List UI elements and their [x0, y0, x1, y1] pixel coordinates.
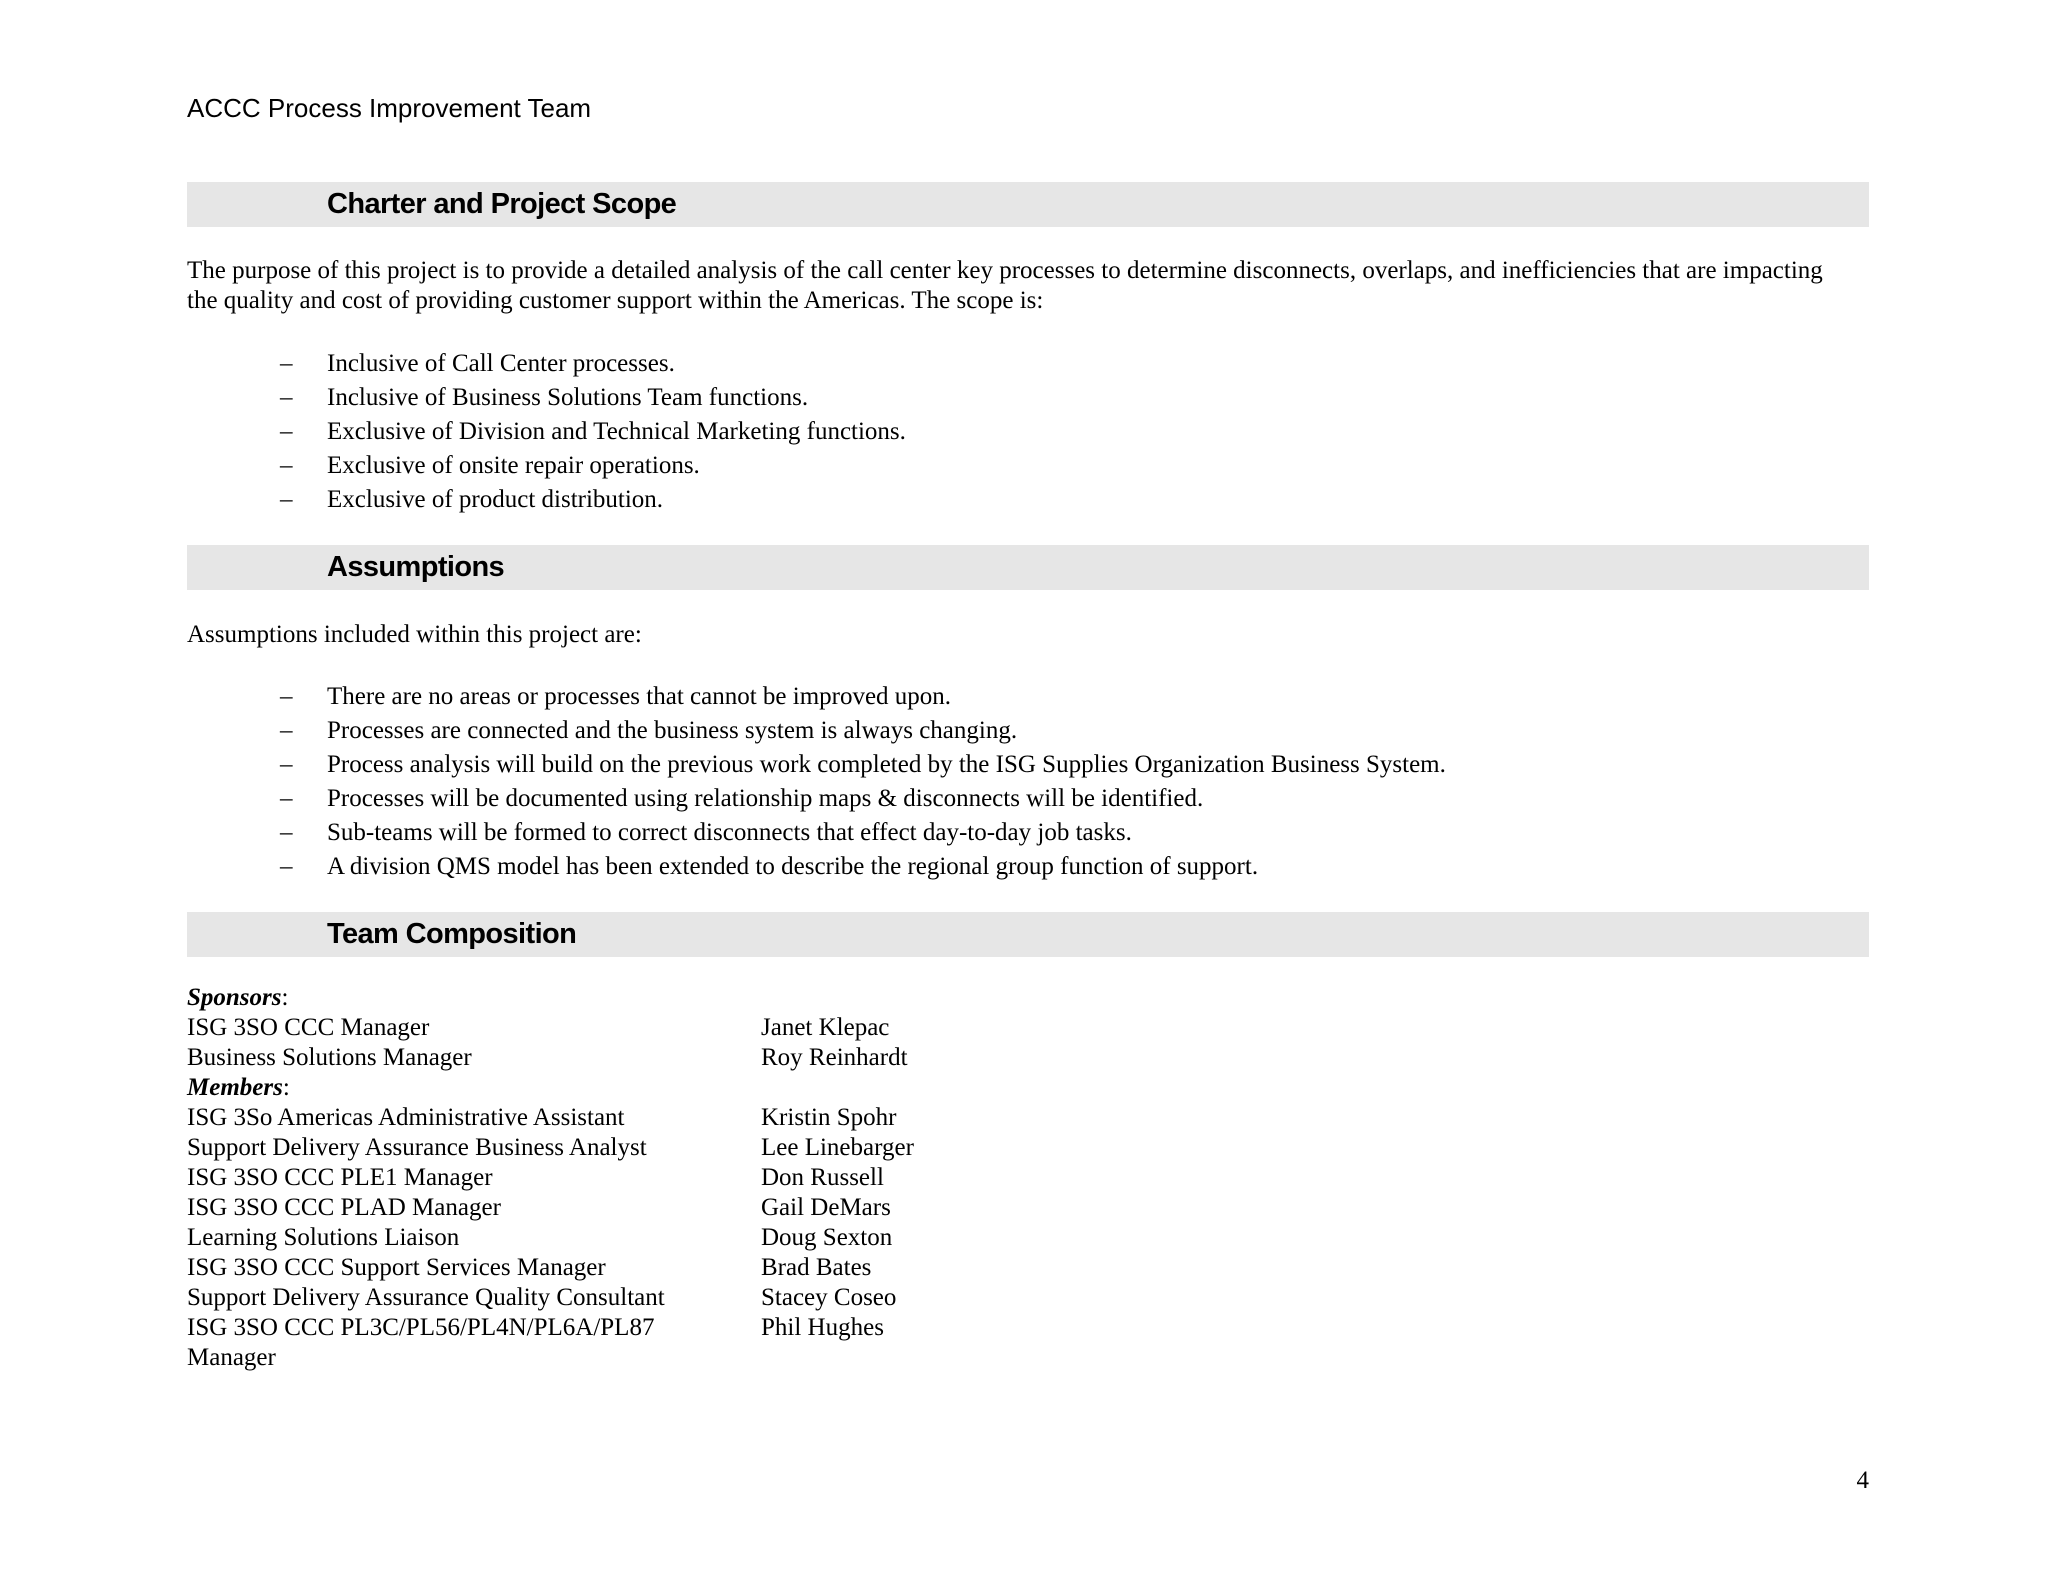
team-row [187, 1223, 893, 1253]
list-item [187, 347, 906, 381]
team-row [187, 1103, 897, 1133]
team-row [187, 1253, 872, 1283]
section-header-team [187, 912, 1869, 957]
list-item-text: Processes are connected and the business system is always changing. [327, 717, 1018, 744]
team-member-name: Gail DeMars [761, 1194, 891, 1221]
team-row [187, 1163, 884, 1193]
assumptions-list [187, 680, 1446, 884]
team-role: ISG 3SO CCC Manager [187, 1014, 430, 1041]
bullet-dash: – [280, 853, 293, 880]
section-title-team: Team Composition [327, 918, 577, 950]
list-item-text: Inclusive of Call Center processes. [327, 350, 675, 377]
team-composition-list [187, 983, 914, 1373]
team-row [187, 1013, 890, 1043]
team-role: Learning Solutions Liaison [187, 1224, 460, 1251]
team-role: ISG 3SO CCC PL3C/PL56/PL4N/PL6A/PL87 [187, 1314, 655, 1341]
team-row-continuation [187, 1343, 290, 1373]
list-item-text: Exclusive of Division and Technical Marketing functions. [327, 418, 906, 445]
team-role-continuation: Manager [187, 1344, 276, 1371]
list-item [187, 415, 906, 449]
label-colon: : [281, 984, 289, 1011]
team-row [187, 1193, 891, 1223]
page-number: 4 [1856, 1467, 1869, 1494]
team-role: Support Delivery Assurance Business Analyst [187, 1134, 647, 1161]
list-item [187, 782, 1446, 816]
section-header-assumptions [187, 545, 1869, 590]
team-role: Business Solutions Manager [187, 1044, 472, 1071]
section-title-charter: Charter and Project Scope [327, 188, 677, 220]
team-member-name: Don Russell [761, 1164, 884, 1191]
list-item-text: Processes will be documented using relationship maps & disconnects will be identified. [327, 785, 1204, 812]
bullet-dash: – [280, 486, 293, 513]
bullet-dash: – [280, 751, 293, 778]
section-title-assumptions: Assumptions [327, 551, 505, 583]
list-item-text: Inclusive of Business Solutions Team functions. [327, 384, 809, 411]
team-row [187, 1313, 884, 1343]
team-role: ISG 3So Americas Administrative Assistant [187, 1104, 625, 1131]
list-item-text: Exclusive of product distribution. [327, 486, 664, 513]
team-row [187, 1283, 897, 1313]
bullet-dash: – [280, 418, 293, 445]
list-item [187, 381, 906, 415]
list-item [187, 714, 1446, 748]
assumptions-intro-paragraph: Assumptions included within this project are: [187, 621, 642, 648]
team-row [187, 1043, 908, 1073]
team-member-name: Janet Klepac [761, 1014, 890, 1041]
team-member-name: Phil Hughes [761, 1314, 884, 1341]
team-role: ISG 3SO CCC PLAD Manager [187, 1194, 501, 1221]
list-item-text: There are no areas or processes that cannot be improved upon. [327, 683, 952, 710]
sponsors-label [187, 983, 290, 1013]
list-item [187, 850, 1446, 884]
list-item-text: Sub-teams will be formed to correct disconnects that effect day-to-day job tasks. [327, 819, 1132, 846]
bullet-dash: – [280, 785, 293, 812]
team-role: ISG 3SO CCC Support Services Manager [187, 1254, 606, 1281]
team-member-name: Stacey Coseo [761, 1284, 897, 1311]
list-item [187, 449, 906, 483]
bullet-dash: – [280, 452, 293, 479]
section-header-charter [187, 182, 1869, 227]
list-item [187, 816, 1446, 850]
bullet-dash: – [280, 717, 293, 744]
list-item-text: Exclusive of onsite repair operations. [327, 452, 700, 479]
sponsors-label-text: Sponsors [187, 984, 282, 1011]
charter-intro-paragraph: The purpose of this project is to provide a detailed analysis of the call center key processes to determine disconnects, overlaps, and inefficiencies that are impacting the quality and cost of providing customer support within the Americas. The scope is: [187, 257, 1823, 314]
team-role: ISG 3SO CCC PLE1 Manager [187, 1164, 493, 1191]
team-row [187, 1133, 914, 1163]
list-item-text: Process analysis will build on the previous work completed by the ISG Supplies Organization Business System. [327, 751, 1446, 778]
team-member-name: Kristin Spohr [761, 1104, 897, 1131]
bullet-dash: – [280, 350, 293, 377]
team-role: Support Delivery Assurance Quality Consultant [187, 1284, 665, 1311]
bullet-dash: – [280, 683, 293, 710]
team-member-name: Roy Reinhardt [761, 1044, 908, 1071]
bullet-dash: – [280, 384, 293, 411]
members-label-text: Members [187, 1074, 283, 1101]
team-member-name: Doug Sexton [761, 1224, 893, 1251]
label-colon: : [282, 1074, 290, 1101]
team-member-name: Brad Bates [761, 1254, 872, 1281]
list-item-text: A division QMS model has been extended to describe the regional group function of support. [327, 853, 1259, 880]
running-header: ACCC Process Improvement Team [187, 93, 592, 123]
list-item [187, 680, 1446, 714]
bullet-dash: – [280, 819, 293, 846]
members-label [187, 1073, 290, 1103]
list-item [187, 483, 906, 517]
charter-scope-list [187, 347, 906, 517]
team-member-name: Lee Linebarger [761, 1134, 914, 1161]
list-item [187, 748, 1446, 782]
